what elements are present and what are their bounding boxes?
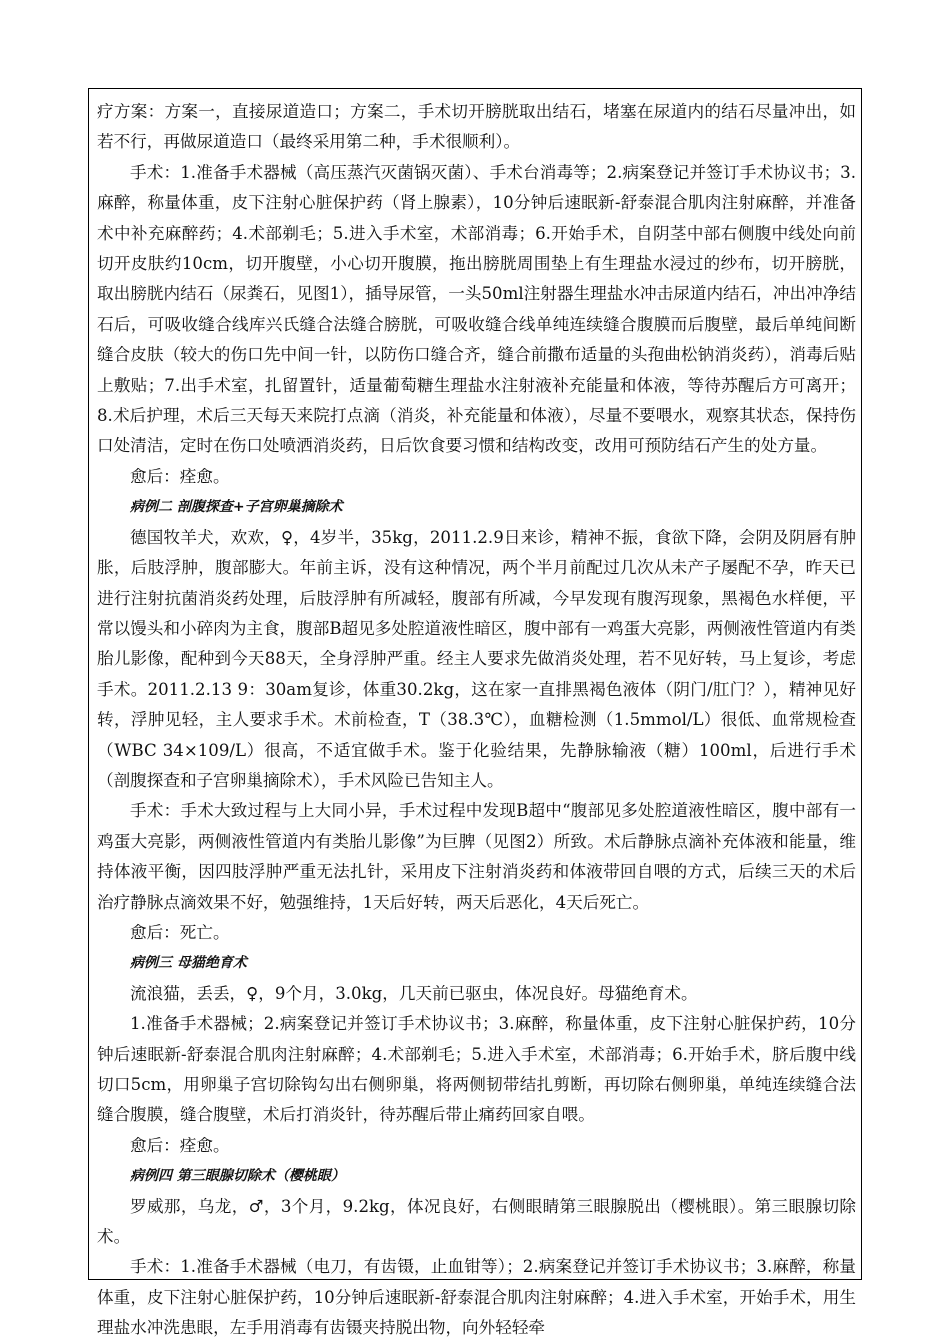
case3-history: 流浪猫，丢丢，♀，9个月，3.0kg，几天前已驱虫，体况良好。母猫绝育术。: [130, 983, 698, 1003]
case3-outcome: 愈后：痊愈。: [130, 1135, 230, 1155]
case4-heading: 病例四 第三眼腺切除术（樱桃眼）: [130, 1168, 345, 1185]
case4-surgery-text: 手术：1.准备手术器械（电刀，有齿镊，止血钳等）；2.病案登记并签订手术协议书；3.麻醉，称量体重，皮下注射心脏保护药，10分钟后速眠新-舒泰混合肌肉注射麻醉；4.进入手术室，开始手术，用生理盐水冲洗患眼，左手用消毒有齿镊夹持脱出物，向外轻轻牵: [97, 1257, 856, 1338]
document-table-cell: [88, 88, 862, 1338]
case2-history: 德国牧羊犬，欢欢，♀，4岁半，35kg，2011.2.9日来诊，精神不振，食欲下降，会阴及阴唇有肿胀，后肢浮肿，腹部膨大。年前主诉，没有这种情况，两个半月前配过几次从未产子屡配不孕，昨天已进行注射抗菌消炎药处理，后肢浮肿有所减轻，腹部有所减，今早发现有腹泻现象，黑褐色水样便，平常以馒头和小碎肉为主食，腹部B超见多处腔道液性暗区，腹中部有一鸡蛋大亮影，两侧液性管道内有类胎儿影像，配种到今天88天，全身浮肿严重。经主人要求先做消炎处理，若不见好转，马上复诊，考虑手术。2011.2.13 9：30am复诊，体重30.2kg，这在家一直排黑褐色液体（阴门/肛门？），精神见好转，浮肿见轻，主人要求手术。术前检查，T（38.3℃），血糖检测（1.5mmol/L）很低、血常规检查（WBC 34×109/L）很高，不适宜做手术。鉴于化验结果，先静脉输液（糖）100ml，后进行手术（剖腹探查和子宫卵巢摘除术），手术风险已告知主人。: [97, 527, 856, 790]
case2-surgery-text: 手术：手术大致过程与上大同小异，手术过程中发现B超中“腹部见多处腔道液性暗区，腹中部有一鸡蛋大亮影，两侧液性管道内有类胎儿影像”为巨脾（见图2）所致。术后静脉点滴补充体液和能量，维持体液平衡，因四肢浮肿严重无法扎针，采用皮下注射消炎药和体液带回自喂的方式，后续三天的术后治疗静脉点滴效果不好，勉强维持，1天后好转，两天后恶化，4天后死亡。: [97, 801, 856, 912]
case2-heading: 病例二 剖腹探查+子宫卵巢摘除术: [130, 499, 343, 516]
case4-history: 罗威那，乌龙，♂，3个月，9.2kg，体况良好，右侧眼睛第三眼腺脱出（樱桃眼）。第三眼腺切除术。: [97, 1196, 856, 1247]
case1-surgery-text: 手术：1.准备手术器械（高压蒸汽灭菌锅灭菌）、手术台消毒等；2.病案登记并签订手术协议书；3.麻醉，称量体重，皮下注射心脏保护药（肾上腺素），10分钟后速眠新-舒泰混合肌肉注射麻醉，并准备术中补充麻醉药；4.术部剃毛；5.进入手术室，术部消毒；6.开始手术，自阴茎中部右侧腹中线处向前切开皮肤约10cm，切开腹壁，小心切开腹膜，拖出膀胱周围垫上有生理盐水浸过的纱布，切开膀胱，取出膀胱内结石（尿粪石，见图1），插导尿管，一头50ml注射器生理盐水冲击尿道内结石，冲出冲净结石后，可吸收缝合线库兴氏缝合法缝合膀胱，可吸收缝合线单纯连续缝合腹膜而后腹壁，最后单纯间断缝合皮肤（较大的伤口先中间一针，以防伤口缝合齐，缝合前撒布适量的头孢曲松钠消炎药），消毒后贴上敷贴；7.出手术室，扎留置针，适量葡萄糖生理盐水注射液补充能量和体液，等待苏醒后方可离开；8.术后护理，术后三天每天来院打点滴（消炎，补充能量和体液），尽量不要喂水，观察其状态，保持伤口处清洁，定时在伤口处喷洒消炎药，日后饮食要习惯和结构改变，改用可预防结石产生的处方量。: [97, 162, 856, 456]
case2-outcome: 愈后：死亡。: [130, 922, 230, 942]
case3-heading: 病例三 母猫绝育术: [130, 955, 247, 972]
case3-surgery-text: 1.准备手术器械；2.病案登记并签订手术协议书；3.麻醉，称量体重，皮下注射心脏保护药，10分钟后速眠新-舒泰混合肌肉注射麻醉；4.术部剃毛；5.进入手术室，术部消毒；6.开始手术，脐后腹中线切口5cm，用卵巢子宫切除钩勾出右侧卵巢，将两侧韧带结扎剪断，再切除右侧卵巢，单纯连续缝合法缝合腹膜，缝合腹壁，术后打消炎针，待苏醒后带止痛药回家自喂。: [97, 1014, 856, 1125]
case1-outcome: 愈后：痊愈。: [130, 466, 230, 486]
case1-treatment-plan: 疗方案：方案一，直接尿道造口；方案二，手术切开膀胱取出结石，堵塞在尿道内的结石尽量冲出，如若不行，再做尿道造口（最终采用第二种，手术很顺利）。: [97, 102, 856, 152]
